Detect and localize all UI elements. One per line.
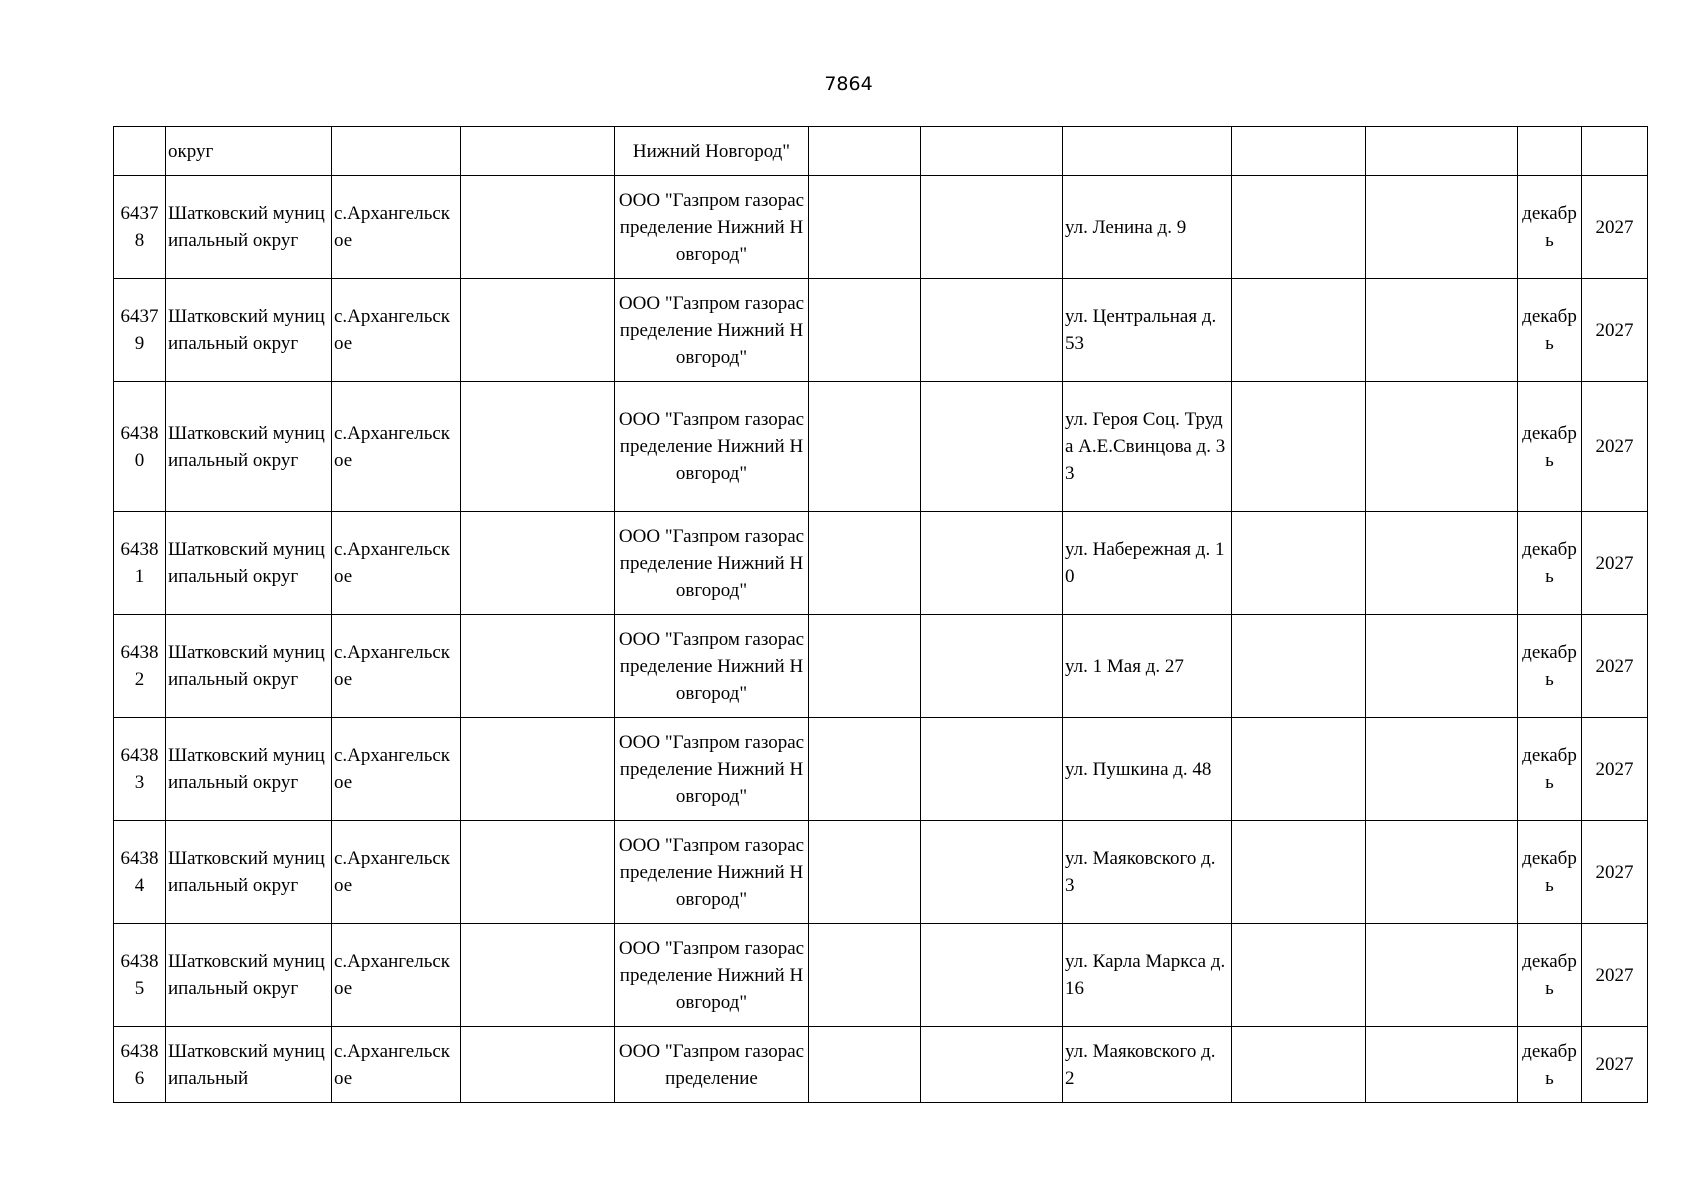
cell-organization (615, 1027, 809, 1103)
year-text: 2027 (1595, 1054, 1634, 1075)
cell-district (166, 1027, 332, 1103)
cell-district (166, 615, 332, 718)
cell-locality (332, 1027, 461, 1103)
cell-empty (1366, 615, 1518, 718)
cell-month (1518, 1027, 1582, 1103)
cell-empty (921, 279, 1063, 382)
year-text: 2027 (1595, 964, 1634, 986)
cell-organization (615, 127, 809, 176)
district-text: Шатковский муниципальный округ (168, 306, 325, 354)
month-text: декабрь (1522, 745, 1577, 793)
cell-empty (809, 127, 921, 176)
cell-month (1518, 615, 1582, 718)
cell-empty (1366, 718, 1518, 821)
num-text: 64378 (120, 203, 159, 251)
month-text: декабрь (1522, 1040, 1577, 1089)
cell-district (166, 718, 332, 821)
cell-organization (615, 821, 809, 924)
cell-empty (461, 279, 615, 382)
table-row (114, 821, 1648, 924)
cell-empty (1366, 279, 1518, 382)
cell-organization (615, 176, 809, 279)
cell-locality (332, 512, 461, 615)
month-text: декабрь (1522, 951, 1577, 999)
cell-empty (1366, 382, 1518, 512)
num-text: 64384 (120, 848, 159, 896)
cell-address (1063, 382, 1232, 512)
cell-num (114, 279, 166, 382)
cell-year (1582, 924, 1648, 1027)
cell-empty (1366, 512, 1518, 615)
cell-num (114, 924, 166, 1027)
cell-empty (1232, 615, 1366, 718)
locality-text: с.Архангельское (334, 306, 451, 354)
cell-locality (332, 127, 461, 176)
cell-empty (921, 512, 1063, 615)
cell-empty (809, 821, 921, 924)
cell-month (1518, 176, 1582, 279)
cell-locality (332, 924, 461, 1027)
cell-num (114, 718, 166, 821)
year-text: 2027 (1595, 436, 1634, 457)
cell-empty (1232, 718, 1366, 821)
year-text: 2027 (1595, 655, 1634, 677)
cell-num (114, 382, 166, 512)
cell-num (114, 127, 166, 176)
table-row (114, 176, 1648, 279)
district-text: Шатковский муниципальный округ (168, 203, 325, 251)
table-row (114, 512, 1648, 615)
cell-locality (332, 718, 461, 821)
cell-empty (461, 924, 615, 1027)
locality-text: с.Архангельское (334, 1040, 451, 1089)
cell-year (1582, 512, 1648, 615)
address-text: ул. Пушкина д. 48 (1065, 758, 1212, 780)
cell-year (1582, 176, 1648, 279)
cell-num (114, 615, 166, 718)
cell-organization (615, 924, 809, 1027)
cell-address (1063, 1027, 1232, 1103)
cell-locality (332, 176, 461, 279)
address-text: ул. Маяковского д. 3 (1065, 848, 1216, 896)
cell-locality (332, 821, 461, 924)
cell-district (166, 382, 332, 512)
num-text: 64383 (120, 745, 159, 793)
cell-empty (809, 1027, 921, 1103)
year-text: 2027 (1595, 319, 1634, 341)
cell-empty (809, 279, 921, 382)
locality-text: с.Архангельское (334, 642, 451, 690)
cell-empty (921, 821, 1063, 924)
num-text: 64385 (120, 951, 159, 999)
cell-address (1063, 512, 1232, 615)
cell-year (1582, 821, 1648, 924)
district-text: Шатковский муниципальный округ (168, 848, 325, 896)
table-row (114, 279, 1648, 382)
cell-locality (332, 382, 461, 512)
cell-empty (461, 615, 615, 718)
cell-empty (461, 821, 615, 924)
cell-address (1063, 821, 1232, 924)
cell-year (1582, 279, 1648, 382)
year-text: 2027 (1595, 758, 1634, 780)
district-text: Шатковский муниципальный округ (168, 642, 325, 690)
table-row (114, 615, 1648, 718)
cell-address (1063, 176, 1232, 279)
cell-empty (461, 718, 615, 821)
month-text: декабрь (1522, 422, 1577, 471)
cell-address (1063, 279, 1232, 382)
table-body (114, 127, 1648, 1103)
locality-text: с.Архангельское (334, 422, 451, 471)
cell-empty (1232, 382, 1366, 512)
cell-empty (1232, 924, 1366, 1027)
cell-num (114, 176, 166, 279)
cell-month (1518, 718, 1582, 821)
organization-text: Нижний Новгород" (632, 140, 791, 162)
cell-locality (332, 279, 461, 382)
cell-empty (1232, 821, 1366, 924)
cell-month (1518, 127, 1582, 176)
cell-empty (461, 1027, 615, 1103)
cell-year (1582, 127, 1648, 176)
organization-text: ООО "Газпром газораспределение Нижний Новгород" (618, 937, 805, 1013)
cell-empty (1366, 821, 1518, 924)
cell-empty (921, 718, 1063, 821)
address-text: ул. Центральная д. 53 (1065, 306, 1217, 354)
locality-text: с.Архангельское (334, 203, 451, 251)
table-row (114, 382, 1648, 512)
cell-year (1582, 382, 1648, 512)
cell-month (1518, 279, 1582, 382)
organization-text: ООО "Газпром газораспределение Нижний Новгород" (618, 834, 805, 910)
district-text: Шатковский муниципальный округ (168, 539, 325, 587)
cell-empty (809, 615, 921, 718)
address-text: ул. Героя Соц. Труда А.Е.Свинцова д. 33 (1065, 409, 1226, 484)
num-text: 64386 (120, 1040, 159, 1089)
district-text: округ (168, 140, 214, 162)
cell-month (1518, 512, 1582, 615)
cell-organization (615, 279, 809, 382)
num-text: 64380 (120, 422, 159, 471)
cell-empty (809, 382, 921, 512)
cell-empty (921, 382, 1063, 512)
district-text: Шатковский муниципальный округ (168, 422, 325, 471)
cell-empty (809, 512, 921, 615)
month-text: декабрь (1522, 848, 1577, 896)
cell-empty (1366, 924, 1518, 1027)
cell-organization (615, 512, 809, 615)
cell-num (114, 512, 166, 615)
table-row (114, 924, 1648, 1027)
organization-text: ООО "Газпром газораспределение Нижний Новгород" (618, 189, 805, 265)
num-text: 64381 (120, 539, 159, 587)
table-row (114, 1027, 1648, 1103)
organization-text: ООО "Газпром газораспределение Нижний Новгород" (618, 409, 805, 484)
cell-district (166, 279, 332, 382)
locality-text: с.Архангельское (334, 951, 451, 999)
organization-text: ООО "Газпром газораспределение (618, 1040, 805, 1089)
address-text: ул. Маяковского д. 2 (1065, 1040, 1216, 1089)
district-text: Шатковский муниципальный (168, 1040, 325, 1089)
cell-empty (921, 615, 1063, 718)
cell-district (166, 924, 332, 1027)
num-text: 64379 (120, 306, 159, 354)
cell-empty (461, 382, 615, 512)
cell-empty (921, 176, 1063, 279)
cell-empty (921, 127, 1063, 176)
month-text: декабрь (1522, 642, 1577, 690)
cell-district (166, 512, 332, 615)
cell-empty (1232, 127, 1366, 176)
year-text: 2027 (1595, 861, 1634, 883)
cell-num (114, 821, 166, 924)
cell-district (166, 176, 332, 279)
address-text: ул. 1 Мая д. 27 (1065, 655, 1184, 677)
cell-address (1063, 127, 1232, 176)
cell-year (1582, 615, 1648, 718)
cell-year (1582, 718, 1648, 821)
cell-district (166, 127, 332, 176)
cell-address (1063, 718, 1232, 821)
locality-text: с.Архангельское (334, 848, 451, 896)
address-text: ул. Набережная д. 10 (1065, 539, 1225, 587)
table-row (114, 718, 1648, 821)
cell-year (1582, 1027, 1648, 1103)
cell-empty (809, 718, 921, 821)
cell-num (114, 1027, 166, 1103)
cell-empty (921, 1027, 1063, 1103)
year-text: 2027 (1595, 216, 1634, 238)
cell-empty (1232, 279, 1366, 382)
cell-empty (809, 176, 921, 279)
address-text: ул. Ленина д. 9 (1065, 216, 1187, 238)
cell-empty (1232, 512, 1366, 615)
cell-organization (615, 382, 809, 512)
table-row-continued (114, 127, 1648, 176)
month-text: декабрь (1522, 306, 1577, 354)
num-text: 64382 (120, 642, 159, 690)
cell-month (1518, 924, 1582, 1027)
cell-address (1063, 924, 1232, 1027)
cell-empty (1232, 1027, 1366, 1103)
cell-locality (332, 615, 461, 718)
organization-text: ООО "Газпром газораспределение Нижний Новгород" (618, 628, 805, 704)
organization-text: ООО "Газпром газораспределение Нижний Новгород" (618, 731, 805, 807)
address-text: ул. Карла Маркса д. 16 (1065, 951, 1226, 999)
cell-empty (809, 924, 921, 1027)
cell-empty (461, 127, 615, 176)
cell-organization (615, 718, 809, 821)
cell-address (1063, 615, 1232, 718)
page-number: 7864 (824, 73, 873, 95)
cell-empty (461, 176, 615, 279)
organization-text: ООО "Газпром газораспределение Нижний Новгород" (618, 292, 805, 368)
locality-text: с.Архангельское (334, 745, 451, 793)
locality-text: с.Архангельское (334, 539, 451, 587)
year-text: 2027 (1595, 552, 1634, 574)
cell-empty (1366, 1027, 1518, 1103)
cell-empty (921, 924, 1063, 1027)
organization-text: ООО "Газпром газораспределение Нижний Новгород" (618, 525, 805, 601)
cell-organization (615, 615, 809, 718)
month-text: декабрь (1522, 203, 1577, 251)
cell-empty (1232, 176, 1366, 279)
cell-month (1518, 382, 1582, 512)
cell-empty (1366, 127, 1518, 176)
cell-empty (461, 512, 615, 615)
cell-empty (1366, 176, 1518, 279)
month-text: декабрь (1522, 539, 1577, 587)
cell-district (166, 821, 332, 924)
district-text: Шатковский муниципальный округ (168, 745, 325, 793)
district-text: Шатковский муниципальный округ (168, 951, 325, 999)
cell-month (1518, 821, 1582, 924)
register-table (113, 126, 1648, 1103)
